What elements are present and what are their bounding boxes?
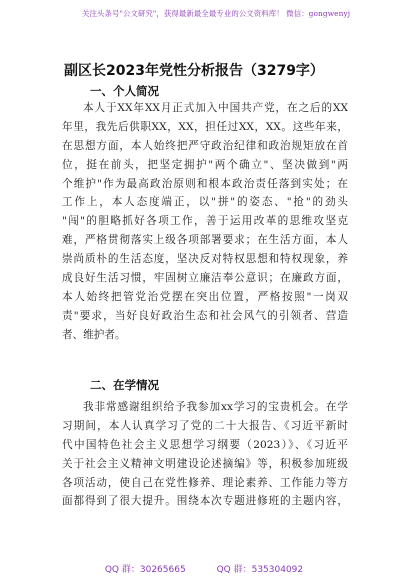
footer-contacts	[0, 562, 408, 575]
paragraph-line: 面都得到了很大提升。围绕本次专题进修班的主题内容，	[62, 495, 348, 508]
paragraph-line: 崇尚质朴的生活态度，坚决反对特权思想和特权现象，养	[62, 253, 348, 266]
section-heading-profile: 一、个人简况	[90, 84, 159, 98]
section-body-profile	[62, 99, 348, 345]
header-banner: 关注头条号"公文研究"，获得最新最全最专业的公文资料库！ 微信：gongwenyj	[82, 9, 351, 18]
section-heading-study: 二、在学情况	[90, 378, 159, 392]
paragraph-line: 者、维护者。	[62, 328, 126, 341]
paragraph-line: "闯"的胆略抓好各项工作，善于运用改革的思维攻坚克	[62, 215, 348, 228]
paragraph-line: 工作上，本人态度端正，以"拼"的姿态、"抢"的劲头	[62, 196, 348, 209]
paragraph-line: 难，严格贯彻落实上级各项部署要求；在生活方面，本人	[62, 234, 348, 247]
footer-qq-group-2: QQ 群：535304092	[216, 565, 304, 575]
paragraph-line: 代中国特色社会主义思想学习纲要（2023）》、《习近平	[62, 438, 348, 451]
paragraph-line: 关于社会主义精神文明建设论述摘编》等，积极参加班级	[62, 457, 348, 470]
paragraph-line: 各项活动，使自己在党性修养、理论素养、工作能力等方	[62, 476, 348, 489]
paragraph-line: 个维护"作为最高政治原则和根本政治责任落到实处；在	[62, 177, 348, 190]
paragraph-line: 位，挺在前头，把坚定拥护"两个确立"、坚决做到"两	[62, 158, 348, 171]
paragraph-line: 我非常感谢组织给予我参加xx学习的宝贵机会。在学	[83, 401, 348, 413]
paragraph-line: 责"要求，当好良好政治生态和社会风气的引领者、营造	[62, 309, 348, 322]
footer-qq-group-1: QQ 群：30265665	[104, 565, 186, 575]
paragraph-line: 本人于XX年XX月正式加入中国共产党，在之后的XX	[83, 102, 348, 114]
paragraph-line: 本人始终把管党治党摆在突出位置，严格按照"一岗双	[62, 290, 348, 303]
section-body-study	[62, 398, 348, 511]
paragraph-line: 年里，我先后供职XX，XX，担任过XX，XX。这些年来，	[62, 120, 348, 133]
paragraph-line: 习期间，本人认真学习了党的二十大报告、《习近平新时	[62, 419, 348, 432]
paragraph-line: 成良好生活习惯，牢固树立廉洁奉公意识；在廉政方面，	[62, 272, 348, 285]
document-title: 副区长2023年党性分析报告（3279字）	[64, 63, 324, 79]
paragraph-line: 在思想方面，本人始终把严守政治纪律和政治规矩放在首	[62, 139, 348, 152]
